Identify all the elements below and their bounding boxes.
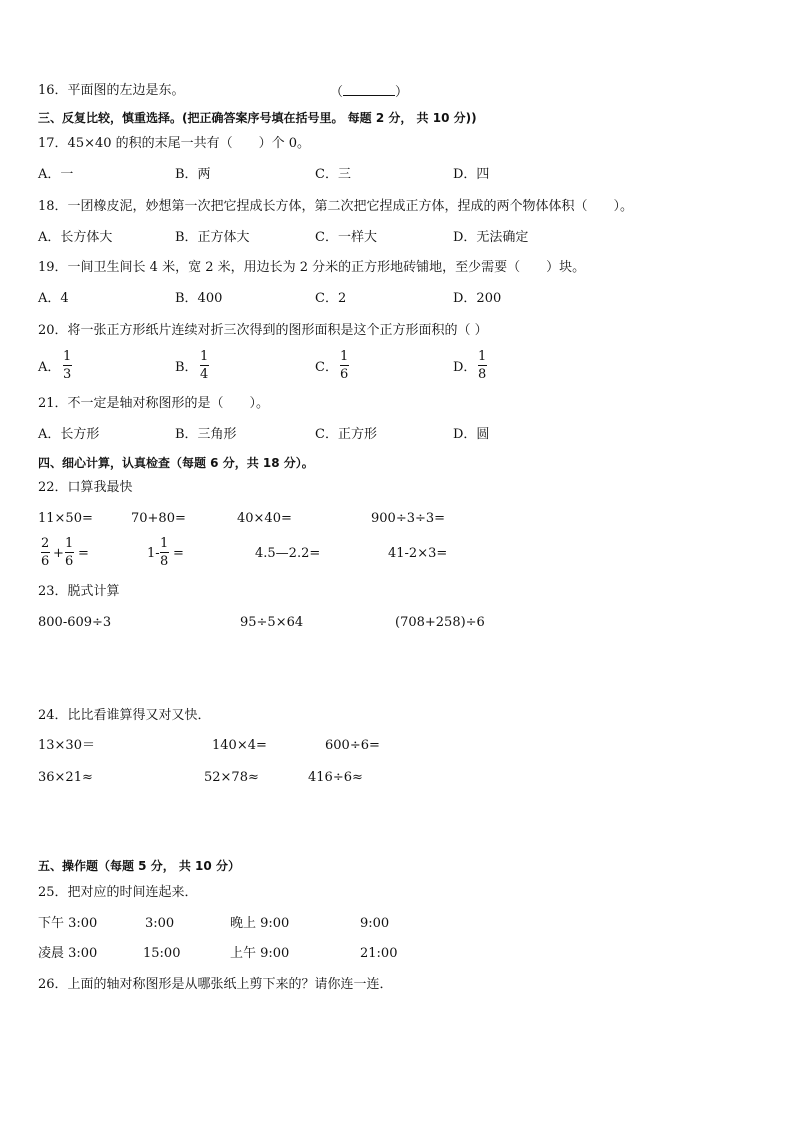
option-21-a: A．长方形: [38, 427, 100, 442]
time-item[interactable]: 上午 9:00: [230, 946, 290, 961]
option-21-c: C．正方形: [315, 427, 377, 442]
calc-23-1: 800-609÷3: [38, 615, 112, 630]
question-19-text: 19．一间卫生间长 4 米，宽 2 米，用边长为 2 分米的正方形地砖铺地，至少需要（ ）块。: [38, 260, 586, 275]
calc-22-6-equals: =: [173, 546, 184, 561]
option-17-a: A．一: [38, 167, 74, 182]
calc-22-8: 41-2×3=: [388, 546, 448, 561]
option-17-c: C．三: [315, 167, 351, 182]
time-item[interactable]: 21:00: [360, 946, 398, 961]
option-20-c-label: C．: [315, 360, 338, 375]
question-18-text: 18．一团橡皮泥，妙想第一次把它捏成长方体，第二次把它捏成正方体，捏成的两个物体体积（ ）。: [38, 199, 634, 214]
calc-22-7: 4.5—2.2=: [255, 546, 321, 561]
time-item[interactable]: 凌晨 3:00: [38, 946, 98, 961]
calc-22-5-fraction-2: 1 6: [65, 536, 74, 569]
section-5-heading: 五、操作题（每题 5 分， 共 10 分）: [38, 859, 240, 873]
time-item[interactable]: 3:00: [145, 916, 175, 931]
calc-22-5-plus: +: [53, 546, 64, 561]
option-20-b-fraction: 1 4: [200, 349, 209, 382]
option-21-b: B．三角形: [175, 427, 237, 442]
calc-24-1: 13×30＝: [38, 738, 95, 753]
time-item[interactable]: 15:00: [143, 946, 181, 961]
option-19-c: C．2: [315, 291, 347, 306]
option-20-a-fraction: 1 3: [63, 349, 72, 382]
option-18-c: C．一样大: [315, 230, 377, 245]
option-20-c-fraction: 1 6: [340, 349, 349, 382]
option-17-b: B．两: [175, 167, 211, 182]
question-23-text: 23．脱式计算: [38, 584, 120, 599]
calc-22-5-equals: =: [78, 546, 89, 561]
option-18-d: D．无法确定: [453, 230, 529, 245]
calc-24-6: 416÷6≈: [308, 770, 363, 785]
calc-22-5-fraction-1: 2 6: [41, 536, 50, 569]
answer-paren-16: （ ）: [330, 85, 409, 100]
calc-22-1: 11×50=: [38, 511, 93, 526]
time-item[interactable]: 晚上 9:00: [230, 916, 290, 931]
calc-23-3: (708+258)÷6: [395, 615, 485, 630]
section-4-heading: 四、细心计算，认真检查（每题 6 分，共 18 分）。: [38, 456, 314, 470]
option-20-b-label: B．: [175, 360, 198, 375]
calc-23-2: 95÷5×64: [240, 615, 304, 630]
calc-22-3: 40×40=: [237, 511, 292, 526]
question-24-text: 24．比比看谁算得又对又快．: [38, 708, 211, 723]
time-item[interactable]: 下午 3:00: [38, 916, 98, 931]
option-20-d-label: D．: [453, 360, 477, 375]
calc-22-4: 900÷3÷3=: [371, 511, 446, 526]
time-item[interactable]: 9:00: [360, 916, 390, 931]
question-26-text: 26．上面的轴对称图形是从哪张纸上剪下来的？请你连一连．: [38, 977, 393, 992]
calc-24-4: 36×21≈: [38, 770, 93, 785]
question-16-text: 16．平面图的左边是东。: [38, 83, 185, 98]
option-20-d-fraction: 1 8: [478, 349, 487, 382]
option-19-b: B．400: [175, 291, 223, 306]
option-18-a: A．长方体大: [38, 230, 113, 245]
calc-24-3: 600÷6=: [325, 738, 380, 753]
calc-24-2: 140×4=: [212, 738, 267, 753]
answer-blank[interactable]: [343, 83, 395, 96]
option-17-d: D．四: [453, 167, 490, 182]
option-18-b: B．正方体大: [175, 230, 250, 245]
question-25-text: 25．把对应的时间连起来．: [38, 885, 198, 900]
question-21-text: 21．不一定是轴对称图形的是（ ）。: [38, 396, 270, 411]
calc-22-6-fraction: 1 8: [160, 536, 169, 569]
question-16: [38, 83, 185, 99]
question-17-text: 17．45×40 的积的末尾一共有（ ）个 0。: [38, 136, 311, 151]
option-21-d: D．圆: [453, 427, 490, 442]
calc-22-2: 70+80=: [131, 511, 186, 526]
option-19-a: A．4: [38, 291, 69, 306]
section-3-heading: 三、反复比较，慎重选择。(把正确答案序号填在括号里。 每题 2 分， 共 10 分)): [38, 111, 477, 125]
question-20-text: 20．将一张正方形纸片连续对折三次得到的图形面积是这个正方形面积的（ ）: [38, 323, 488, 338]
calc-24-5: 52×78≈: [204, 770, 259, 785]
calc-22-6-prefix: 1-: [147, 546, 160, 561]
question-22-text: 22．口算我最快: [38, 480, 133, 495]
option-20-a-label: A．: [38, 360, 61, 375]
option-19-d: D．200: [453, 291, 502, 306]
